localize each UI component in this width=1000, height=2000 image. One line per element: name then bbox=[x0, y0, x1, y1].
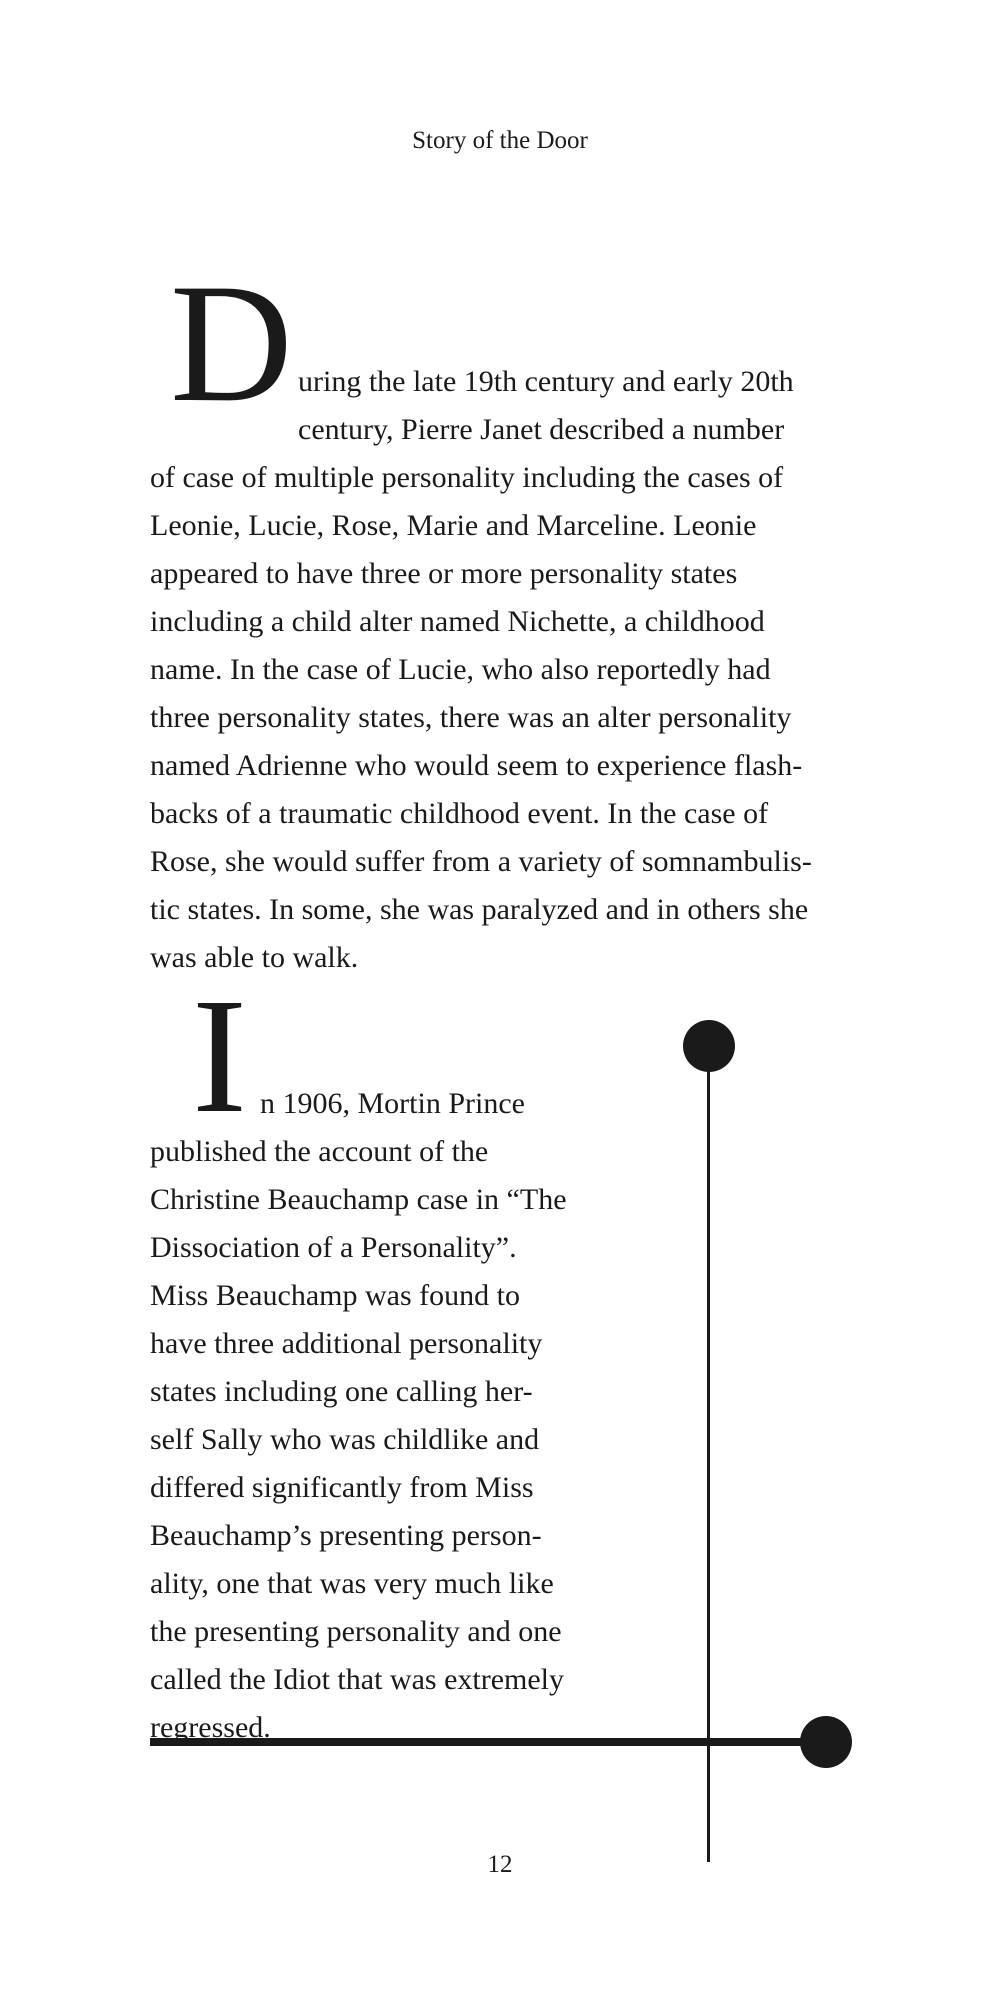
paragraph1-line: named Adrienne who would seem to experience flash- bbox=[150, 749, 803, 782]
paragraph1-line: including a child alter named Nichette, a childhood bbox=[150, 605, 765, 638]
paragraph2-line: n 1906, Mortin Prince bbox=[260, 1087, 525, 1120]
paragraph2-line: called the Idiot that was extremely bbox=[150, 1663, 565, 1696]
right-dot-ornament bbox=[800, 1716, 852, 1768]
paragraph2-line: regressed. bbox=[150, 1711, 271, 1744]
paragraph2-line: differed significantly from Miss bbox=[150, 1471, 534, 1504]
paragraph1-line: of case of multiple personality including the cases of bbox=[150, 461, 784, 494]
paragraph2-line: published the account of the bbox=[150, 1135, 489, 1168]
paragraph2-line: ality, one that was very much like bbox=[150, 1567, 554, 1600]
paragraph1-line: uring the late 19th century and early 20th bbox=[298, 365, 794, 398]
paragraph2-line: Beauchamp’s presenting person- bbox=[150, 1519, 542, 1552]
paragraph2-line: Dissociation of a Personality”. bbox=[150, 1231, 517, 1264]
drop-cap-d: D bbox=[170, 249, 293, 437]
paragraph2-line: self Sally who was childlike and bbox=[150, 1423, 540, 1456]
drop-cap-i: I bbox=[192, 964, 247, 1147]
paragraph1-line: Rose, she would suffer from a variety of somnambulis- bbox=[150, 845, 812, 878]
paragraph1-line: century, Pierre Janet described a number bbox=[298, 413, 785, 446]
paragraph2-line: states including one calling her- bbox=[150, 1375, 533, 1408]
paragraph1-line: three personality states, there was an alter personality bbox=[150, 701, 792, 734]
paragraph1-line: appeared to have three or more personality states bbox=[150, 557, 738, 590]
paragraph1-line: backs of a traumatic childhood event. In the case of bbox=[150, 797, 769, 830]
top-dot-ornament bbox=[683, 1020, 735, 1072]
paragraph2-line: Miss Beauchamp was found to bbox=[150, 1279, 520, 1312]
running-title: Story of the Door bbox=[412, 127, 588, 154]
paragraph1-line: Leonie, Lucie, Rose, Marie and Marceline. Leonie bbox=[150, 509, 757, 542]
page-number: 12 bbox=[487, 1851, 513, 1878]
paragraph2-line: have three additional personality bbox=[150, 1327, 543, 1360]
paragraph2-line: Christine Beauchamp case in “The bbox=[150, 1183, 567, 1216]
paragraph2-line: the presenting personality and one bbox=[150, 1615, 562, 1648]
paragraph1-line: tic states. In some, she was paralyzed and in others she bbox=[150, 893, 809, 926]
paragraph1-line: was able to walk. bbox=[150, 941, 359, 974]
paragraph1-line: name. In the case of Lucie, who also reportedly had bbox=[150, 653, 771, 686]
